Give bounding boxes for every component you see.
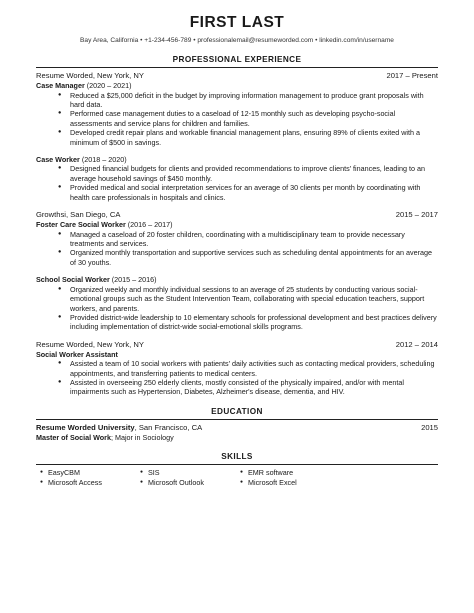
role-line: [36, 275, 438, 285]
candidate-name: FIRST LAST: [189, 14, 285, 31]
bullet-item: ● Managed a caseload of 20 foster children, coordinating with a multidisciplinary team to provide necessary treatments and services.: [58, 230, 438, 249]
role-line: [36, 155, 438, 165]
bullet-item: ● Assisted in overseeing 250 elderly clients, mostly consisted of the physically impaired, and/or with mental impairments such as Hypertension, Diabetes, Alzheimer's disease, dementia, and HIV.: [58, 378, 438, 397]
role-title: Case Worker: [36, 154, 80, 164]
experience-company: [36, 71, 438, 202]
role-line: [36, 81, 438, 91]
skill-item: ● Microsoft Access: [40, 478, 140, 487]
degree-major: ; Major in Sociology: [110, 432, 174, 442]
role-line: [36, 350, 438, 360]
role-title: Foster Care Social Worker: [36, 220, 126, 230]
company-dates: 2015 – 2017: [395, 210, 438, 220]
skills-grid: [36, 468, 438, 487]
role-line: [36, 220, 438, 230]
bullet-item: ● Developed credit repair plans and workable financial management plans, ensuring 89% of clients exited with a minimum of $500 in savings.: [58, 128, 438, 147]
education-heading: EDUCATION: [211, 406, 263, 416]
role-title: Case Manager: [36, 81, 85, 90]
section-divider: [36, 464, 438, 465]
bullet-list: [36, 359, 438, 397]
bullet-item: ● Designed financial budgets for clients and provided recommendations to improve clients' finances, leading to an average household savings of $450 monthly.: [58, 164, 438, 183]
role-dates: (2015 – 2016): [109, 275, 157, 285]
degree-name: Master of Social Work: [36, 432, 111, 442]
skill-item: ● Microsoft Outlook: [140, 478, 240, 487]
graduation-year: 2015: [421, 422, 438, 432]
skill-item: ● EMR software: [240, 468, 350, 477]
experience-company: [36, 340, 438, 397]
bullet-list: [36, 164, 438, 202]
school-location: , San Francisco, CA: [134, 422, 203, 432]
role-dates: (2016 – 2017): [125, 220, 173, 230]
role-title: Social Worker Assistant: [36, 349, 118, 359]
company-dates: 2012 – 2014: [395, 339, 438, 349]
bullet-item: ● Performed case management duties to a caseload of 12-15 monthly such as developing psycho-social assessments and service plans for children and families.: [58, 109, 438, 128]
role-dates: (2018 – 2020): [79, 154, 127, 164]
education-row: [36, 423, 438, 433]
bullet-list: [36, 285, 438, 332]
company-dates: 2017 – Present: [386, 71, 438, 80]
section-divider: [36, 67, 438, 68]
bullet-item: ● Assisted a team of 10 social workers with patients' daily activities such as contacting medical providers, scheduling appointments, and transferring patients to medical centers.: [58, 359, 438, 378]
role-dates: (2020 – 2021): [84, 81, 132, 90]
company-name: Resume Worded, New York, NY: [36, 339, 144, 349]
bullet-item: ● Organized weekly and monthly individual sessions to an average of 25 students by conducting various social-emotional groups such as the Student Intervention Team, collaborating with special education teachers, support workers, and parents.: [58, 285, 438, 313]
experience-company: [36, 210, 438, 332]
bullet-list: [36, 230, 438, 268]
contact-line: Bay Area, California • +1-234-456-789 • professionalemail@resumeworded.com • linkedin.com/in/username: [80, 37, 394, 44]
skills-heading: SKILLS: [221, 452, 253, 462]
company-name: Growthsi, San Diego, CA: [36, 210, 121, 220]
bullet-list: [36, 91, 438, 147]
degree-line: [36, 433, 438, 443]
bullet-item: ● Provided medical and social interpretation services for an average of 30 clients per month by coordinating with health care professionals in hospitals and clinics.: [58, 183, 438, 202]
skill-item: ● EasyCBM: [40, 468, 140, 477]
role-title: School Social Worker: [36, 275, 110, 285]
skill-item: ● SIS: [140, 468, 240, 477]
bullet-item: ● Reduced a $25,000 deficit in the budget by improving information management to produce grant proposals with hard data.: [58, 91, 438, 110]
section-divider: [36, 419, 438, 420]
skill-item: ● Microsoft Excel: [240, 478, 350, 487]
bullet-item: ● Provided district-wide leadership to 10 elementary schools for professional development and best practices delivery including implementation of district-wide social-emotional skills programs.: [58, 313, 438, 332]
bullet-item: ● Organized monthly transportation and supportive services such as scheduling dental appointments for an average of 30 youths.: [58, 248, 438, 267]
company-name: Resume Worded, New York, NY: [36, 71, 144, 80]
experience-heading: PROFESSIONAL EXPERIENCE: [172, 55, 302, 64]
school-name: Resume Worded University: [36, 422, 135, 432]
